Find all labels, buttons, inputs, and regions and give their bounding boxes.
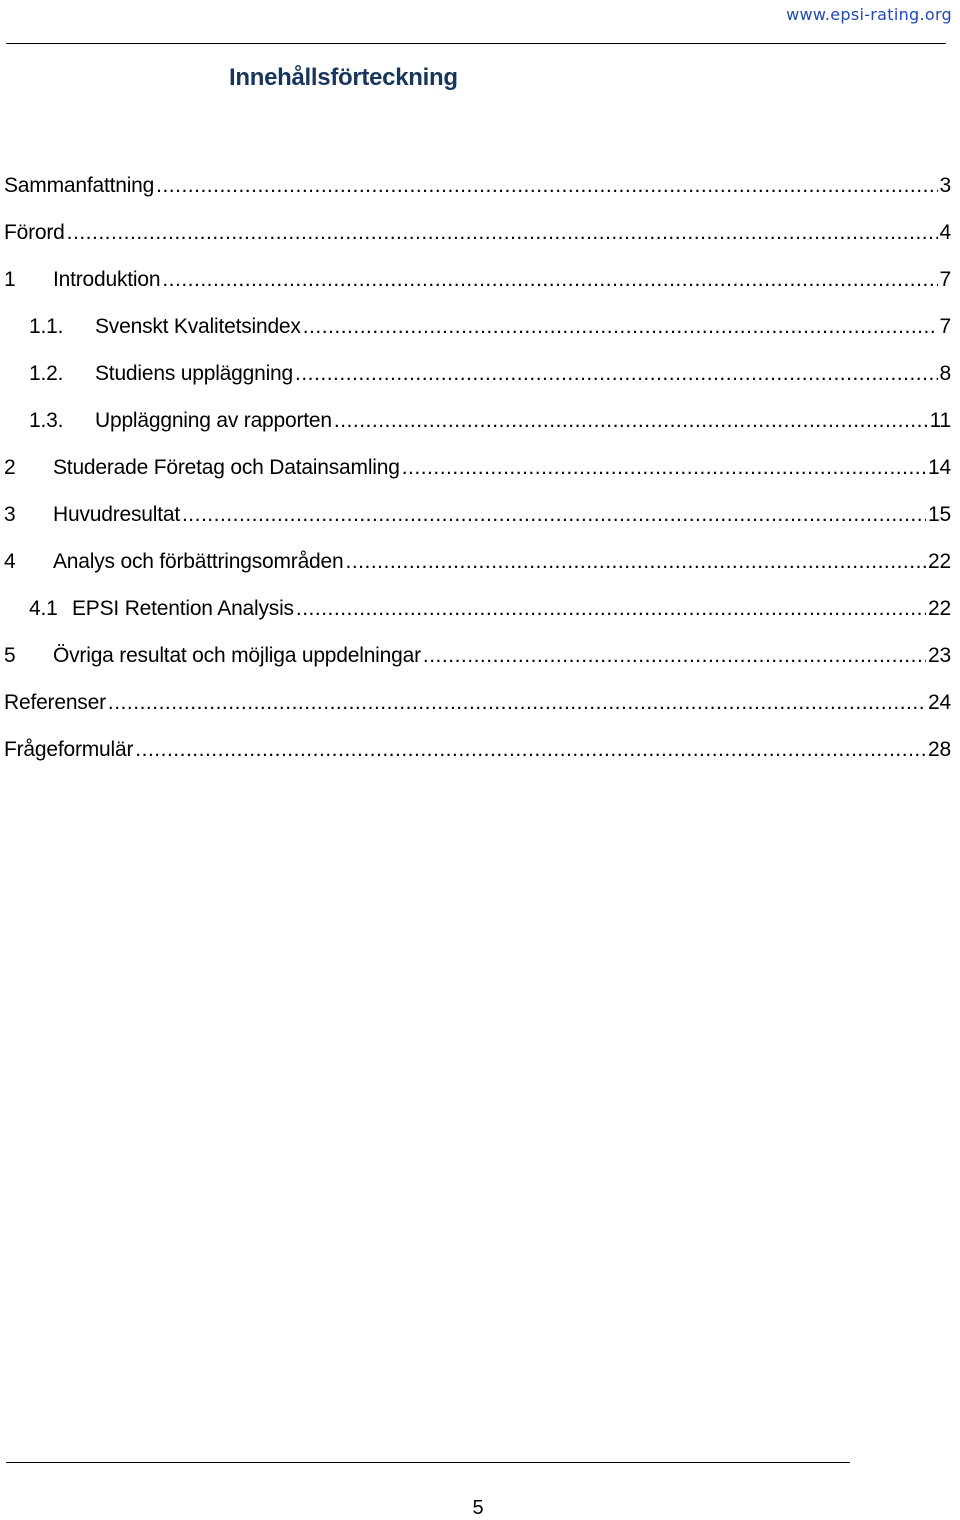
toc-entry-upplaggning-av-rapporten[interactable] — [4, 397, 951, 444]
toc-dot-leader — [156, 174, 937, 198]
toc-dot-leader — [295, 362, 938, 386]
toc-entry-number: 3 — [4, 502, 16, 526]
toc-entry-studiens-upplaggning[interactable] — [4, 350, 951, 397]
toc-entry-analys[interactable] — [4, 538, 951, 585]
page-title: Innehållsförteckning — [229, 64, 458, 91]
toc-entry-number: 1.3. — [29, 408, 64, 432]
toc-entry-page: 24 — [928, 690, 951, 714]
toc-dot-leader — [296, 597, 926, 621]
toc-entry-number: 2 — [4, 455, 16, 479]
toc-entry-introduktion[interactable] — [4, 256, 951, 303]
toc-entry-studerade-foretag[interactable] — [4, 444, 951, 491]
toc-dot-leader — [423, 644, 926, 668]
toc-entry-page: 22 — [928, 549, 951, 573]
toc-dot-leader — [162, 268, 937, 292]
toc-dot-leader — [303, 315, 938, 339]
toc-entry-page: 4 — [939, 220, 951, 244]
toc-entry-label: EPSI Retention Analysis — [72, 596, 294, 620]
toc-entry-page: 28 — [928, 737, 951, 761]
toc-entry-page: 22 — [928, 596, 951, 620]
toc-entry-referenser[interactable] — [4, 679, 951, 726]
toc-entry-number: 4.1 — [29, 596, 58, 620]
table-of-contents — [4, 162, 951, 773]
footer-divider — [6, 1462, 850, 1463]
toc-entry-page: 8 — [939, 361, 951, 385]
toc-entry-number: 1.1. — [29, 314, 64, 338]
toc-entry-number: 1 — [4, 267, 16, 291]
toc-entry-page: 14 — [928, 455, 951, 479]
toc-entry-svenskt-kvalitetsindex[interactable] — [4, 303, 951, 350]
toc-dot-leader — [346, 550, 927, 574]
toc-entry-label: Studiens uppläggning — [95, 361, 294, 385]
toc-entry-page: 7 — [939, 267, 951, 291]
toc-entry-label: Analys och förbättringsområden — [53, 549, 344, 573]
toc-entry-number: 1.2. — [29, 361, 64, 385]
header-website-link[interactable]: www.epsi-rating.org — [786, 5, 952, 24]
toc-entry-ovriga-resultat[interactable] — [4, 632, 951, 679]
toc-entry-huvudresultat[interactable] — [4, 491, 951, 538]
toc-entry-forord[interactable] — [4, 209, 951, 256]
toc-dot-leader — [135, 738, 926, 762]
toc-entry-frageformular[interactable] — [4, 726, 951, 773]
toc-entry-label: Sammanfattning — [4, 173, 155, 197]
toc-entry-label: Huvudresultat — [53, 502, 180, 526]
toc-entry-number: 5 — [4, 643, 16, 667]
toc-entry-label: Förord — [4, 220, 65, 244]
toc-entry-page: 11 — [929, 408, 951, 432]
toc-entry-label: Studerade Företag och Datainsamling — [53, 455, 400, 479]
toc-dot-leader — [334, 409, 928, 433]
page-number: 5 — [472, 1497, 484, 1519]
header-divider — [6, 43, 946, 44]
toc-dot-leader — [67, 221, 938, 245]
toc-entry-page: 15 — [928, 502, 951, 526]
toc-dot-leader — [402, 456, 926, 480]
toc-entry-label: Referenser — [4, 690, 106, 714]
toc-dot-leader — [108, 691, 926, 715]
toc-entry-page: 3 — [939, 173, 951, 197]
toc-dot-leader — [182, 503, 926, 527]
toc-entry-label: Övriga resultat och möjliga uppdelningar — [53, 643, 421, 667]
toc-entry-epsi-retention[interactable] — [4, 585, 951, 632]
toc-entry-label: Introduktion — [53, 267, 161, 291]
toc-entry-label: Uppläggning av rapporten — [95, 408, 332, 432]
toc-entry-sammanfattning[interactable] — [4, 162, 951, 209]
toc-entry-page: 23 — [928, 643, 951, 667]
toc-entry-page: 7 — [939, 314, 951, 338]
toc-entry-label: Svenskt Kvalitetsindex — [95, 314, 301, 338]
toc-entry-label: Frågeformulär — [4, 737, 134, 761]
toc-entry-number: 4 — [4, 549, 16, 573]
